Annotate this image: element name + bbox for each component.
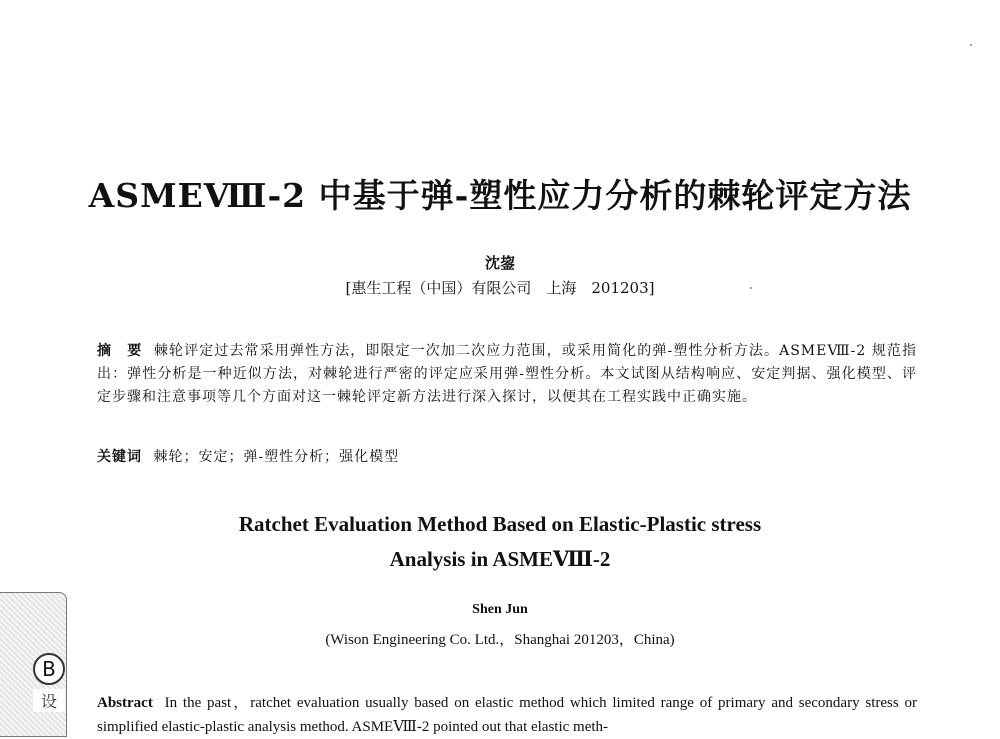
keywords-cn [97,446,399,466]
affiliation-cn: [惠生工程（中国）有限公司 上海 201203] [345,279,655,297]
section-letter-badge: B [33,653,65,685]
abstract-cn-label: 摘 要 [97,343,143,359]
abstract-en-text: In the past，ratchet evaluation usually based on elastic method which limited range of primary and secondary stress or simplified elastic-plastic analysis method. ASMEⅧ-2 pointed out that elastic meth- [97,695,917,735]
keywords-cn-label: 关键词 [97,449,142,465]
keywords-cn-text: 棘轮；安定；弹-塑性分析；强化模型 [153,449,400,465]
section-tab-text: 设 [33,689,65,712]
abstract-en-label: Abstract [97,695,153,711]
author-name-cn: 沈鋆 [484,254,515,272]
abstract-en [97,691,917,739]
paper-title-en-line1: Ratchet Evaluation Method Based on Elastic-Plastic stress [238,512,762,536]
paper-title-en [0,507,1000,577]
author-name-en: Shen Jun [472,602,528,617]
affiliation-en: (Wison Engineering Co. Ltd.，Shanghai 201203，China) [325,632,675,648]
abstract-cn [97,340,917,409]
section-side-tab [0,592,67,737]
scan-speck [970,44,972,46]
paper-title-cn: ASMEⅧ-2 中基于弹-塑性应力分析的棘轮评定方法 [88,176,912,215]
abstract-cn-text: 棘轮评定过去常采用弹性方法，即限定一次加二次应力范围，或采用简化的弹-塑性分析方法。ASMEⅧ-2 规范指出：弹性分析是一种近似方法，对棘轮进行严密的评定应采用弹-塑性分析。本文试图从结构响应、安定判据、强化模型、评定步骤和注意事项等几个方面对这一棘轮评定新方法进行深入探讨，以便其在工程实践中正确实施。 [97,343,918,405]
paper-title-en-line2: Analysis in ASMEⅧ-2 [389,547,611,571]
